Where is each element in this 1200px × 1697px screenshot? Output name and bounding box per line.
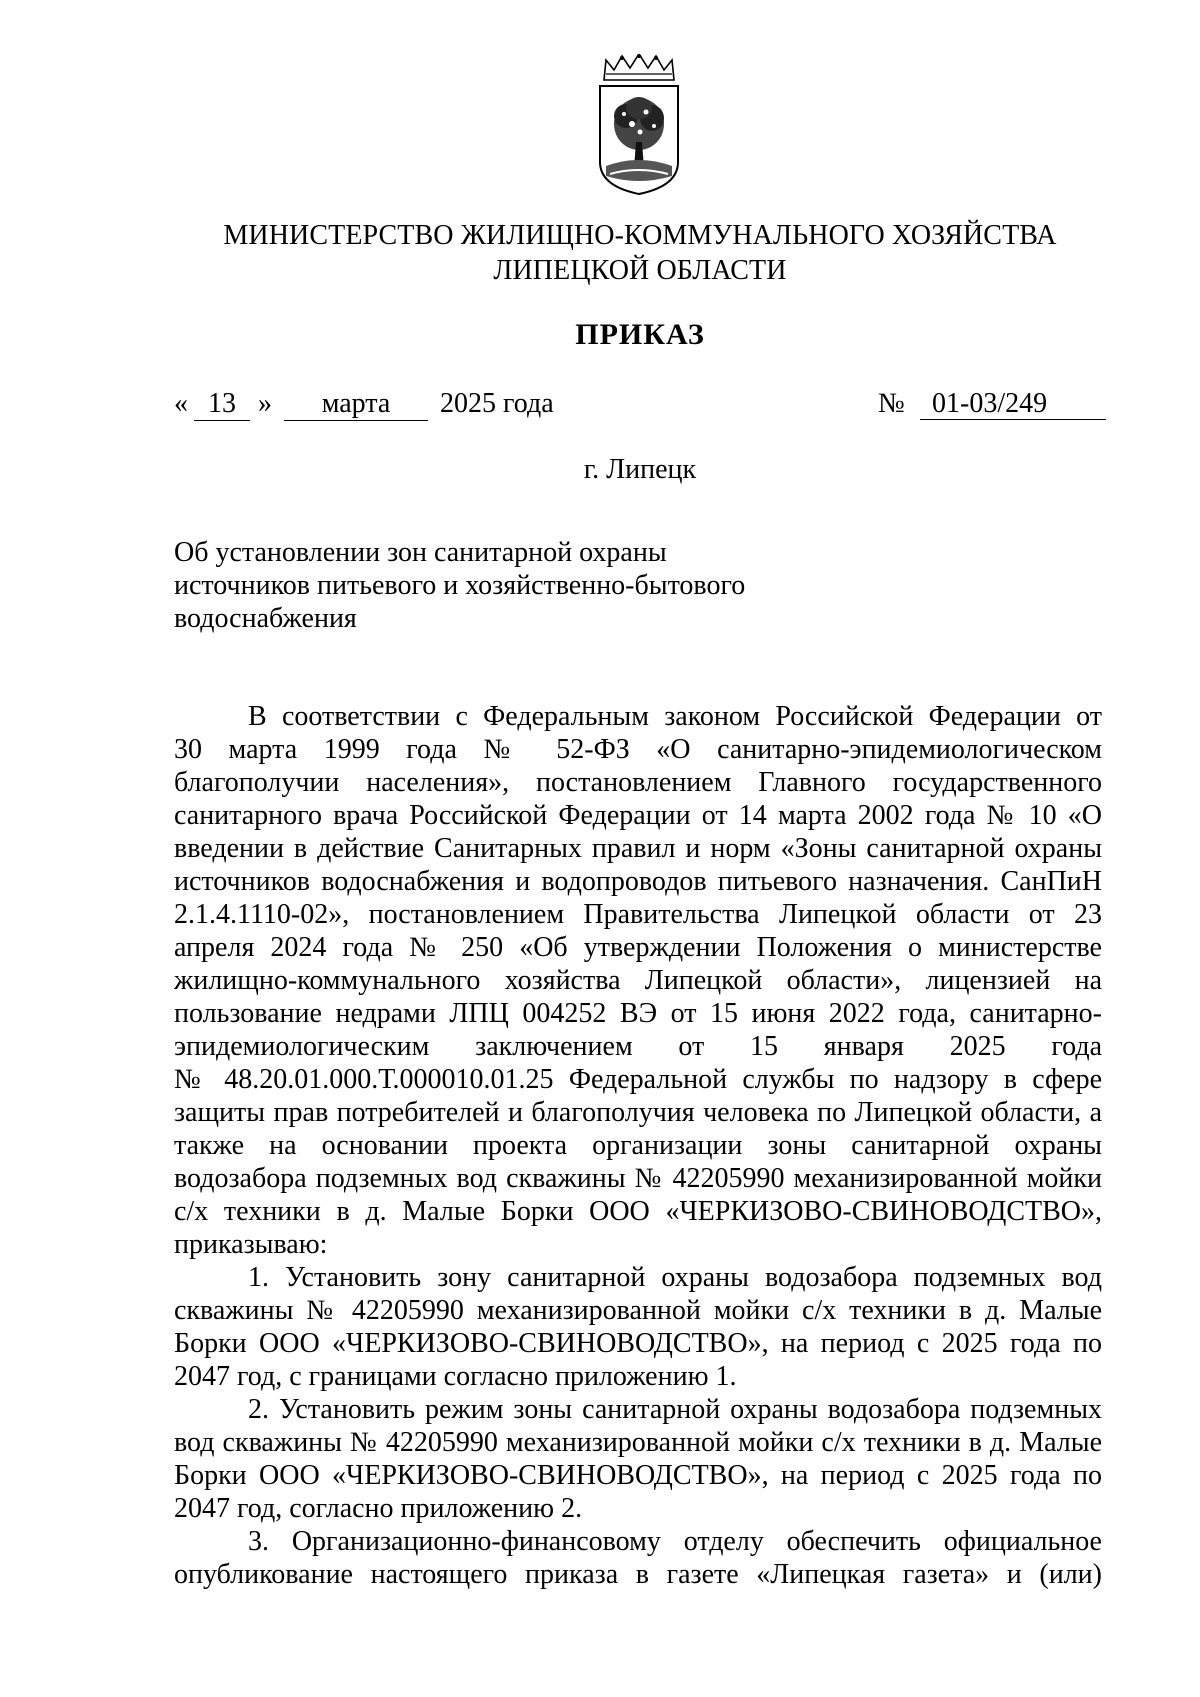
body-line: 2. Установить режим зоны санитарной охраны водозабора подземных	[248, 1394, 1102, 1425]
body-line: эпидемиологическим заключением от 15 января 2025 года	[174, 1031, 1102, 1062]
body-line: Борки ООО «ЧЕРКИЗОВО-СВИНОВОДСТВО», на период с 2025 года по	[174, 1460, 1102, 1491]
body-line: В соответствии с Федеральным законом Российской Федерации от	[248, 701, 1102, 732]
body-line: опубликование настоящего приказа в газете «Липецкая газета» и (или)	[174, 1559, 1102, 1590]
date-year: 2025 года	[440, 388, 554, 419]
body-line: 1. Установить зону санитарной охраны водозабора подземных вод	[248, 1262, 1102, 1293]
document-type-title: ПРИКАЗ	[575, 318, 705, 351]
subject-line: водоснабжения	[174, 603, 357, 634]
body-line: защиты прав потребителей и благополучия человека по Липецкой области, а	[174, 1097, 1102, 1128]
body-line: водозабора подземных вод скважины № 42205990 механизированной мойки	[174, 1163, 1102, 1194]
body-line: приказываю:	[174, 1229, 328, 1260]
body-line: 30 марта 1999 года № 52-ФЗ «О санитарно-эпидемиологическом	[174, 734, 1102, 765]
subject-line: источников питьевого и хозяйственно-бытового	[174, 570, 746, 601]
ministry-name-line2: ЛИПЕЦКОЙ ОБЛАСТИ	[493, 255, 787, 286]
ministry-name-line1: МИНИСТЕРСТВО ЖИЛИЩНО-КОММУНАЛЬНОГО ХОЗЯЙСТВА	[223, 220, 1057, 251]
body-line: апреля 2024 года № 250 «Об утверждении Положения о министерстве	[174, 932, 1102, 963]
body-line: 2047 год, согласно приложению 2.	[174, 1493, 583, 1524]
date-number-row	[0, 386, 1200, 426]
number-sign: №	[878, 388, 905, 419]
date-month: марта	[284, 386, 428, 421]
body-line: с/х техники в д. Малые Борки ООО «ЧЕРКИЗОВО-СВИНОВОДСТВО»,	[174, 1196, 1102, 1227]
city-name: г. Липецк	[583, 454, 697, 485]
date-open-quote: «	[174, 388, 188, 419]
order-number: 01-03/249	[920, 386, 1106, 420]
date-day: 13	[194, 386, 250, 421]
date-close-quote: »	[258, 388, 272, 419]
body-line: жилищно-коммунального хозяйства Липецкой области», лицензией на	[174, 965, 1102, 996]
body-line: № 48.20.01.000.Т.000010.01.25 Федеральной службы по надзору в сфере	[174, 1064, 1102, 1095]
subject-line: Об установлении зон санитарной охраны	[174, 537, 667, 568]
body-line: вод скважины № 42205990 механизированной мойки с/х техники в д. Малые	[174, 1427, 1102, 1458]
body-line: пользование недрами ЛПЦ 004252 ВЭ от 15 июня 2022 года, санитарно-	[174, 998, 1102, 1029]
body-line: санитарного врача Российской Федерации от 14 марта 2002 года № 10 «О	[174, 800, 1102, 831]
body-line: скважины № 42205990 механизированной мойки с/х техники в д. Малые	[174, 1295, 1102, 1326]
body-line: 3. Организационно-финансовому отделу обеспечить официальное	[248, 1526, 1102, 1557]
body-line: также на основании проекта организации зоны санитарной охраны	[174, 1130, 1102, 1161]
body-line: 2047 год, с границами согласно приложению 1.	[174, 1361, 737, 1392]
body-line: 2.1.4.1110-02», постановлением Правительства Липецкой области от 23	[174, 899, 1102, 930]
lipetsk-oblast-coat-of-arms-icon	[596, 54, 682, 200]
order-subject	[174, 536, 814, 635]
body-line: благополучии населения», постановлением Главного государственного	[174, 767, 1102, 798]
body-line: Борки ООО «ЧЕРКИЗОВО-СВИНОВОДСТВО», на период с 2025 года по	[174, 1328, 1102, 1359]
body-line: источников водоснабжения и водопроводов питьевого назначения. СанПиН	[174, 866, 1102, 897]
body-line: введении в действие Санитарных правил и норм «Зоны санитарной охраны	[174, 833, 1102, 864]
